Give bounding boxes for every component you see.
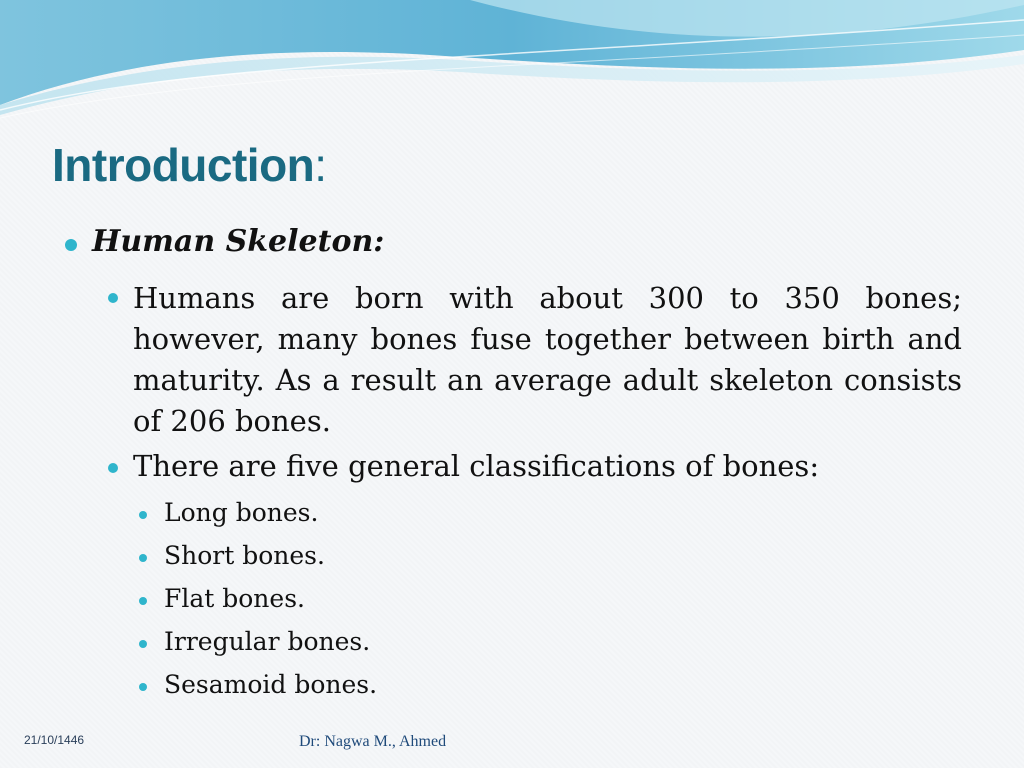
bullet-icon bbox=[108, 293, 118, 303]
bullet-icon bbox=[108, 463, 118, 473]
bone-count-paragraph: Humans are born with about 300 to 350 bones; however, many bones fuse together between birth and maturity. As a result an average adult skeleton consists of 206 bones. bbox=[133, 281, 962, 438]
footer-date: 21/10/1446 bbox=[24, 733, 85, 747]
list-item: Sesamoid bones. bbox=[164, 670, 378, 699]
bullet-icon bbox=[139, 511, 147, 519]
list-item: Irregular bones. bbox=[164, 627, 371, 656]
bullet-icon bbox=[139, 640, 147, 648]
slide-title bbox=[52, 138, 327, 192]
slide-title-colon: : bbox=[314, 139, 327, 191]
section-heading: Human Skeleton: bbox=[92, 224, 385, 259]
classification-intro: There are five general classifications of bones: bbox=[133, 449, 820, 483]
footer-author: Dr: Nagwa M., Ahmed bbox=[299, 733, 447, 750]
bullet-icon bbox=[65, 239, 77, 251]
header-wave-decoration bbox=[0, 0, 1024, 125]
bullet-icon bbox=[139, 683, 147, 691]
slide-title-text: Introduction bbox=[52, 139, 315, 191]
bullet-icon bbox=[139, 554, 147, 562]
bullet-icon bbox=[139, 597, 147, 605]
list-item: Long bones. bbox=[164, 498, 319, 527]
list-item: Short bones. bbox=[164, 541, 325, 570]
list-item: Flat bones. bbox=[164, 584, 305, 613]
